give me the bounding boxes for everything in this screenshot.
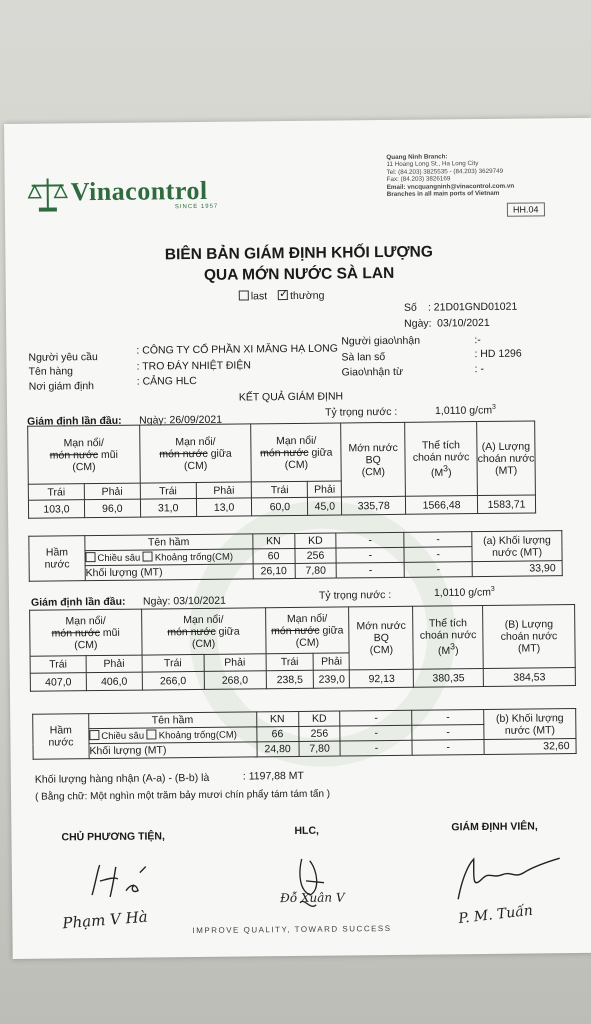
ket-qua-heading: KẾT QUẢ GIÁM ĐỊNH <box>238 390 344 404</box>
kn-header: KN <box>252 533 294 548</box>
branch-line: 11 Hoang Long St., Ha Long City <box>386 160 479 169</box>
nguoi-yeu-cau-value: : CÔNG TY CỔ PHẦN XI MĂNG HẠ LONG <box>136 342 338 357</box>
kd-value: 256 <box>294 548 336 563</box>
signer-inspector: GIÁM ĐỊNH VIÊN, <box>451 820 538 834</box>
giao-nhan-value: :- <box>474 334 481 347</box>
density-text: 1,0110 g/cm <box>434 404 493 418</box>
value-cell: 1583,71 <box>477 495 535 514</box>
result-words: ( Bằng chữ: Một nghìn một trăm bảy mươi chín phẩy tám tám tấn ) <box>34 788 331 803</box>
header-bq: Mớn nước BQ (CM) <box>341 422 406 497</box>
dash-cell: - <box>404 532 472 548</box>
document-page <box>4 118 591 959</box>
chieu-sau-checkbox[interactable] <box>89 730 99 740</box>
so-value: : 21D01GND01021 <box>427 300 518 314</box>
so-label: Số <box>403 301 417 314</box>
value-cell: 238,5 <box>266 670 314 689</box>
sa-lan-value: : HD 1296 <box>474 347 522 361</box>
water-mass-value: 32,60 <box>484 739 576 755</box>
first-density-value: 1,0110 $g/cm^3$ <box>434 403 496 418</box>
signature-hlc <box>280 850 381 921</box>
header-luong-choan: (A) Lượng choán nước (MT) <box>477 421 536 496</box>
branch-line: Email: vncquangninh@vinacontrol.com.vn <box>386 182 515 191</box>
kd-mass: 7,80 <box>299 741 341 756</box>
kn-mass: 26,10 <box>253 563 295 578</box>
chieu-sau-checkbox[interactable] <box>85 552 95 562</box>
thuong-checkbox[interactable]: ✓ <box>278 288 289 301</box>
branch-line: Tel: (84.203) 3825535 - (84.203) 3629749 <box>386 167 504 176</box>
last-checkbox[interactable] <box>239 290 249 300</box>
sa-lan-label: Sà lan số <box>341 351 386 364</box>
header-the-tich: Thể tích choán nước $(M^3)$ <box>413 606 484 670</box>
col-trai: Trái <box>140 483 196 500</box>
col-phai: Phải <box>204 654 266 672</box>
value-cell: 239,0 <box>314 670 350 688</box>
ten-hang-label: Tên hàng <box>28 365 74 378</box>
first-inspection-label: Giám định lần đầu: <box>27 414 122 428</box>
branch-line: Branches in all main ports of Vietnam <box>386 189 500 199</box>
depth-row-label: Chiều sâu Khoảng trống(CM) <box>89 727 257 744</box>
value-cell: 31,0 <box>140 499 196 518</box>
noi-gd-value: : CẢNG HLC <box>136 374 197 388</box>
col-phai: Phải <box>314 653 350 670</box>
ham-nuoc-label: Hầm nước <box>29 536 85 582</box>
header-luong-choan: (B) Lượng choán nước (MT) <box>483 605 576 669</box>
value-cell: 1566,48 <box>406 496 478 515</box>
dash-cell: - <box>340 725 412 741</box>
signature-name-owner: Phạm V Hà <box>61 907 149 933</box>
col-trai: Trái <box>28 484 84 501</box>
value-cell: 96,0 <box>84 499 140 518</box>
type-options <box>239 290 325 303</box>
col-phai: Phải <box>84 483 140 500</box>
mass-row-label: Khối lượng (MT) <box>89 742 257 759</box>
mass-row-label: Khối lượng (MT) <box>85 564 253 581</box>
value-cell: 384,53 <box>483 668 575 687</box>
water-mass-value: 33,90 <box>472 561 562 577</box>
giao-tu-value: : - <box>474 362 484 376</box>
second-inspection-date: Ngày: 03/10/2021 <box>142 594 226 608</box>
khoang-trong-checkbox[interactable] <box>143 551 153 561</box>
slogan: IMPROVE QUALITY, TOWARD SUCCESS <box>192 923 392 936</box>
last-label: last <box>250 290 268 303</box>
first-density-label: Tỷ trọng nước : <box>324 405 398 419</box>
nguoi-yeu-cau-label: Người yêu cầu <box>28 351 98 364</box>
signature-name-inspector: P. M. Tuấn <box>457 902 534 928</box>
branch-line: Quang Ninh Branch: <box>386 153 448 161</box>
kd-mass: 7,80 <box>295 563 337 578</box>
kd-value: 256 <box>298 726 340 741</box>
ngay-value: 03/10/2021 <box>437 316 490 330</box>
header-giua: Mạn nổi/ món nước giữa (CM) <box>141 608 265 655</box>
second-density-value: 1,0110 $g/cm^3$ <box>433 585 495 600</box>
header-bq: Mớn nước BQ (CM) <box>349 606 414 670</box>
value-cell: 268,0 <box>204 671 266 690</box>
document-subtitle: QUA MỚN NƯỚC SÀ LAN <box>203 264 395 284</box>
kn-value: 66 <box>256 726 298 741</box>
col-trai: Trái <box>142 654 204 672</box>
kn-value: 60 <box>253 548 295 563</box>
dash-cell: - <box>412 710 484 726</box>
first-inspection-date: Ngày: 26/09/2021 <box>139 413 223 427</box>
signature-owner <box>82 860 162 901</box>
ten-ham-header: Tên hầm <box>85 534 253 551</box>
second-density-label: Tỷ trọng nước : <box>318 588 392 602</box>
giao-nhan-label: Người giao\nhận <box>341 334 421 348</box>
ten-hang-value: : TRO ĐÁY NHIỆT ĐIỆN <box>136 359 251 373</box>
col-trai: Trái <box>30 656 86 674</box>
document-title: BIÊN BẢN GIÁM ĐỊNH KHỐI LƯỢNG <box>164 243 433 264</box>
signer-hlc: HLC, <box>294 824 319 837</box>
dash-cell: - <box>412 740 484 756</box>
header-the-tich: Thể tích choán nước $(M^3)$ <box>405 422 478 497</box>
signature-inspector <box>452 848 573 909</box>
col-phai: Phải <box>308 481 342 497</box>
value-cell: 13,0 <box>196 498 252 517</box>
khoang-trong-checkbox[interactable] <box>147 729 157 739</box>
value-cell: 45,0 <box>308 497 342 515</box>
col-trai: Trái <box>252 481 308 498</box>
dash-cell: - <box>336 547 404 563</box>
second-hold-table <box>32 708 576 760</box>
signer-owner: CHỦ PHƯƠNG TIỆN, <box>61 830 165 844</box>
value-cell: 407,0 <box>30 673 86 692</box>
header-mui: Mạn nổi/ món nước mũi (CM) <box>30 609 142 656</box>
value-cell: 380,35 <box>414 669 484 688</box>
kn-mass: 24,80 <box>257 741 299 756</box>
ngay-label: Ngày: <box>404 317 432 330</box>
first-draft-table <box>27 420 536 518</box>
vinacontrol-logo <box>27 175 69 218</box>
water-mass-label: (b) Khối lượng nước (MT) <box>484 709 576 740</box>
noi-gd-label: Nơi giám định <box>28 380 95 393</box>
result-value: : 1197,88 MT <box>242 769 304 783</box>
value-cell: 266,0 <box>142 671 204 690</box>
dash-cell: - <box>337 562 405 578</box>
header-mui: Mạn nổi/ món nước mũi (CM) <box>28 425 140 484</box>
ten-ham-header: Tên hầm <box>89 712 257 729</box>
scales-icon <box>27 175 69 213</box>
water-mass-label: (a) Khối lượng nước (MT) <box>472 531 562 562</box>
logo-since: SINCE 1957 <box>174 203 219 211</box>
header-giua-2: Mạn nổi/ món nước giữa (CM) <box>265 607 349 654</box>
dash-cell: - <box>340 740 412 756</box>
second-draft-table <box>29 604 576 692</box>
kd-header: KD <box>298 711 340 726</box>
thuong-label: thường <box>290 289 325 303</box>
value-cell: 103,0 <box>28 500 84 519</box>
branch-line: Fax: (84.203) 3826169 <box>386 175 451 184</box>
header-giua-2: Mạn nổi/ món nước giữa (CM) <box>251 423 341 482</box>
value-cell: 335,78 <box>342 496 406 515</box>
col-phai: Phải <box>196 482 252 499</box>
col-phai: Phải <box>86 655 142 673</box>
form-code: HH.04 <box>507 202 545 216</box>
second-inspection-label: Giám định lần đầu: <box>30 595 126 609</box>
value-cell: 92,13 <box>350 669 414 688</box>
depth-row-label: Chiều sâu Khoảng trống(CM) <box>85 549 253 566</box>
result-label: Khối lượng hàng nhận (A-a) - (B-b) là <box>34 771 210 786</box>
dash-cell: - <box>340 710 412 726</box>
dash-cell: - <box>404 547 472 563</box>
kn-header: KN <box>256 711 298 726</box>
ham-nuoc-label: Hầm nước <box>33 714 89 760</box>
first-hold-table <box>28 530 562 582</box>
signature-name-hlc: Đỗ Xuân V <box>280 890 345 906</box>
header-giua: Mạn nổi/ món nước giữa (CM) <box>139 424 251 483</box>
value-cell: 60,0 <box>252 497 308 516</box>
col-trai: Trái <box>266 653 314 671</box>
dash-cell: - <box>412 725 484 741</box>
dash-cell: - <box>336 532 404 548</box>
density-text: 1,0110 g/cm <box>433 586 492 600</box>
branch-info <box>386 152 586 199</box>
logo-wordmark: Vinacontrol <box>70 175 208 207</box>
value-cell: 406,0 <box>86 672 142 691</box>
dash-cell: - <box>404 562 472 578</box>
kd-header: KD <box>294 533 336 548</box>
giao-tu-label: Giao\nhận từ <box>341 365 404 379</box>
